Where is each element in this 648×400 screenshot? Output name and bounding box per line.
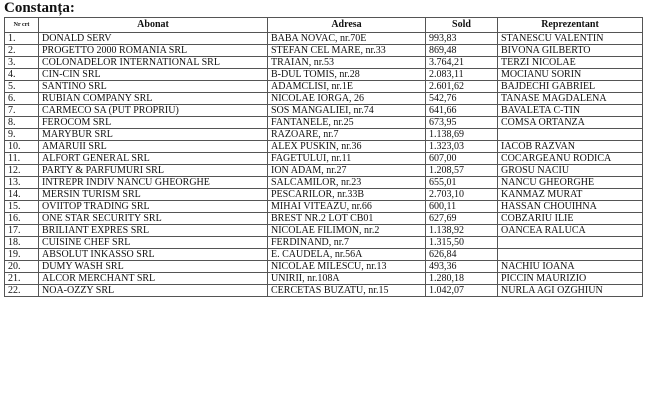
- cell-nr: 1.: [5, 33, 39, 45]
- cell-adresa: BABA NOVAC, nr.70E: [268, 33, 426, 45]
- cell-reprezentant: TANASE MAGDALENA: [498, 93, 643, 105]
- cell-sold: 673,95: [426, 117, 498, 129]
- cell-reprezentant: GROSU NACIU: [498, 165, 643, 177]
- cell-abonat: CUISINE CHEF SRL: [39, 237, 268, 249]
- cell-reprezentant: [498, 237, 643, 249]
- cell-adresa: MIHAI VITEAZU, nr.66: [268, 201, 426, 213]
- cell-abonat: ALFORT GENERAL SRL: [39, 153, 268, 165]
- cell-nr: 13.: [5, 177, 39, 189]
- section-heading: Constanța:: [4, 0, 75, 16]
- cell-nr: 6.: [5, 93, 39, 105]
- cell-nr: 19.: [5, 249, 39, 261]
- column-header-sold: Sold: [426, 18, 498, 33]
- cell-abonat: ONE STAR SECURITY SRL: [39, 213, 268, 225]
- cell-adresa: TRAIAN, nr.53: [268, 57, 426, 69]
- table-row: [5, 129, 643, 141]
- cell-sold: 1.323,03: [426, 141, 498, 153]
- cell-reprezentant: MOCIANU SORIN: [498, 69, 643, 81]
- table-row: [5, 69, 643, 81]
- table-row: [5, 273, 643, 285]
- cell-sold: 493,36: [426, 261, 498, 273]
- cell-reprezentant: OANCEA RALUCA: [498, 225, 643, 237]
- cell-nr: 20.: [5, 261, 39, 273]
- cell-adresa: ADAMCLISI, nr.1E: [268, 81, 426, 93]
- table-row: [5, 105, 643, 117]
- cell-adresa: RAZOARE, nr.7: [268, 129, 426, 141]
- cell-nr: 12.: [5, 165, 39, 177]
- cell-reprezentant: HASSAN CHOUIHNA: [498, 201, 643, 213]
- table-body: [5, 33, 643, 297]
- cell-adresa: SOS MANGALIEI, nr.74: [268, 105, 426, 117]
- cell-sold: 1.315,50: [426, 237, 498, 249]
- cell-abonat: ABSOLUT INKASSO SRL: [39, 249, 268, 261]
- cell-adresa: ION ADAM, nr.27: [268, 165, 426, 177]
- cell-abonat: COLONADELOR INTERNATIONAL SRL: [39, 57, 268, 69]
- cell-sold: 2.601,62: [426, 81, 498, 93]
- debtors-table: [4, 17, 643, 297]
- cell-adresa: FERDINAND, nr.7: [268, 237, 426, 249]
- cell-abonat: CARMECO SA (PUT PROPRIU): [39, 105, 268, 117]
- cell-sold: 542,76: [426, 93, 498, 105]
- cell-abonat: MERSIN TURISM SRL: [39, 189, 268, 201]
- table-row: [5, 237, 643, 249]
- cell-adresa: ALEX PUSKIN, nr.36: [268, 141, 426, 153]
- cell-sold: 1.280,18: [426, 273, 498, 285]
- cell-nr: 7.: [5, 105, 39, 117]
- cell-sold: 627,69: [426, 213, 498, 225]
- cell-reprezentant: BAJDECHI GABRIEL: [498, 81, 643, 93]
- cell-abonat: BRILIANT EXPRES SRL: [39, 225, 268, 237]
- cell-reprezentant: [498, 129, 643, 141]
- table-row: [5, 261, 643, 273]
- table-row: [5, 201, 643, 213]
- cell-sold: 993,83: [426, 33, 498, 45]
- cell-adresa: SALCAMILOR, nr.23: [268, 177, 426, 189]
- table-row: [5, 141, 643, 153]
- cell-adresa: FAGETULUI, nr.11: [268, 153, 426, 165]
- cell-sold: 1.208,57: [426, 165, 498, 177]
- cell-reprezentant: COBZARIU ILIE: [498, 213, 643, 225]
- cell-nr: 4.: [5, 69, 39, 81]
- cell-abonat: MARYBUR SRL: [39, 129, 268, 141]
- cell-adresa: B-DUL TOMIS, nr.28: [268, 69, 426, 81]
- cell-nr: 21.: [5, 273, 39, 285]
- cell-adresa: NICOLAE MILESCU, nr.13: [268, 261, 426, 273]
- cell-nr: 5.: [5, 81, 39, 93]
- cell-reprezentant: IACOB RAZVAN: [498, 141, 643, 153]
- table-row: [5, 165, 643, 177]
- cell-reprezentant: NANCU GHEORGHE: [498, 177, 643, 189]
- cell-nr: 14.: [5, 189, 39, 201]
- cell-adresa: BREST NR.2 LOT CB01: [268, 213, 426, 225]
- table-row: [5, 177, 643, 189]
- cell-reprezentant: COCARGEANU RODICA: [498, 153, 643, 165]
- column-header-adresa: Adresa: [268, 18, 426, 33]
- table-row: [5, 249, 643, 261]
- table-row: [5, 153, 643, 165]
- column-header-reprezentant: Reprezentant: [498, 18, 643, 33]
- cell-abonat: RUBIAN COMPANY SRL: [39, 93, 268, 105]
- cell-abonat: SANTINO SRL: [39, 81, 268, 93]
- cell-sold: 1.138,92: [426, 225, 498, 237]
- table-row: [5, 225, 643, 237]
- cell-reprezentant: TERZI NICOLAE: [498, 57, 643, 69]
- cell-adresa: NICOLAE FILIMON, nr.2: [268, 225, 426, 237]
- cell-reprezentant: [498, 249, 643, 261]
- cell-abonat: CIN-CIN SRL: [39, 69, 268, 81]
- table-row: [5, 117, 643, 129]
- cell-sold: 3.764,21: [426, 57, 498, 69]
- cell-reprezentant: COMSA ORTANZA: [498, 117, 643, 129]
- cell-nr: 18.: [5, 237, 39, 249]
- cell-abonat: FEROCOM SRL: [39, 117, 268, 129]
- column-header-nr: Nr crt: [5, 18, 39, 33]
- cell-adresa: PESCARILOR, nr.33B: [268, 189, 426, 201]
- table-row: [5, 93, 643, 105]
- cell-sold: 1.042,07: [426, 285, 498, 297]
- cell-nr: 16.: [5, 213, 39, 225]
- table-row: [5, 81, 643, 93]
- cell-abonat: DUMY WASH SRL: [39, 261, 268, 273]
- cell-reprezentant: PICCIN MAURIZIO: [498, 273, 643, 285]
- cell-abonat: PROGETTO 2000 ROMANIA SRL: [39, 45, 268, 57]
- cell-abonat: ALCOR MERCHANT SRL: [39, 273, 268, 285]
- cell-sold: 2.703,10: [426, 189, 498, 201]
- cell-nr: 22.: [5, 285, 39, 297]
- table-row: [5, 285, 643, 297]
- cell-nr: 8.: [5, 117, 39, 129]
- cell-abonat: INTREPR INDIV NANCU GHEORGHE: [39, 177, 268, 189]
- column-header-abonat: Abonat: [39, 18, 268, 33]
- cell-reprezentant: KANMAZ MURAT: [498, 189, 643, 201]
- table-row: [5, 189, 643, 201]
- cell-abonat: DONALD SERV: [39, 33, 268, 45]
- cell-reprezentant: NURLA AGI OZGHIUN: [498, 285, 643, 297]
- table-row: [5, 33, 643, 45]
- cell-nr: 11.: [5, 153, 39, 165]
- cell-sold: 641,66: [426, 105, 498, 117]
- cell-adresa: E. CAUDELA, nr.56A: [268, 249, 426, 261]
- table-row: [5, 213, 643, 225]
- cell-abonat: NOA-OZZY SRL: [39, 285, 268, 297]
- cell-reprezentant: BIVONA GILBERTO: [498, 45, 643, 57]
- cell-sold: 655,01: [426, 177, 498, 189]
- cell-reprezentant: STANESCU VALENTIN: [498, 33, 643, 45]
- cell-adresa: NICOLAE IORGA, 26: [268, 93, 426, 105]
- table-row: [5, 57, 643, 69]
- cell-nr: 3.: [5, 57, 39, 69]
- cell-adresa: STEFAN CEL MARE, nr.33: [268, 45, 426, 57]
- cell-reprezentant: NACHIU IOANA: [498, 261, 643, 273]
- cell-nr: 10.: [5, 141, 39, 153]
- cell-nr: 15.: [5, 201, 39, 213]
- cell-adresa: CERCETAS BUZATU, nr.15: [268, 285, 426, 297]
- cell-sold: 607,00: [426, 153, 498, 165]
- cell-abonat: OVIITOP TRADING SRL: [39, 201, 268, 213]
- cell-sold: 869,48: [426, 45, 498, 57]
- cell-adresa: FANTANELE, nr.25: [268, 117, 426, 129]
- cell-sold: 600,11: [426, 201, 498, 213]
- table-row: [5, 45, 643, 57]
- cell-nr: 17.: [5, 225, 39, 237]
- table-header-row: [5, 18, 643, 33]
- cell-nr: 2.: [5, 45, 39, 57]
- cell-abonat: PARTY & PARFUMURI SRL: [39, 165, 268, 177]
- cell-sold: 1.138,69: [426, 129, 498, 141]
- cell-reprezentant: BAVALETA C-TIN: [498, 105, 643, 117]
- cell-sold: 626,84: [426, 249, 498, 261]
- cell-nr: 9.: [5, 129, 39, 141]
- cell-sold: 2.083,11: [426, 69, 498, 81]
- cell-adresa: UNIRII, nr.108A: [268, 273, 426, 285]
- cell-abonat: AMARUII SRL: [39, 141, 268, 153]
